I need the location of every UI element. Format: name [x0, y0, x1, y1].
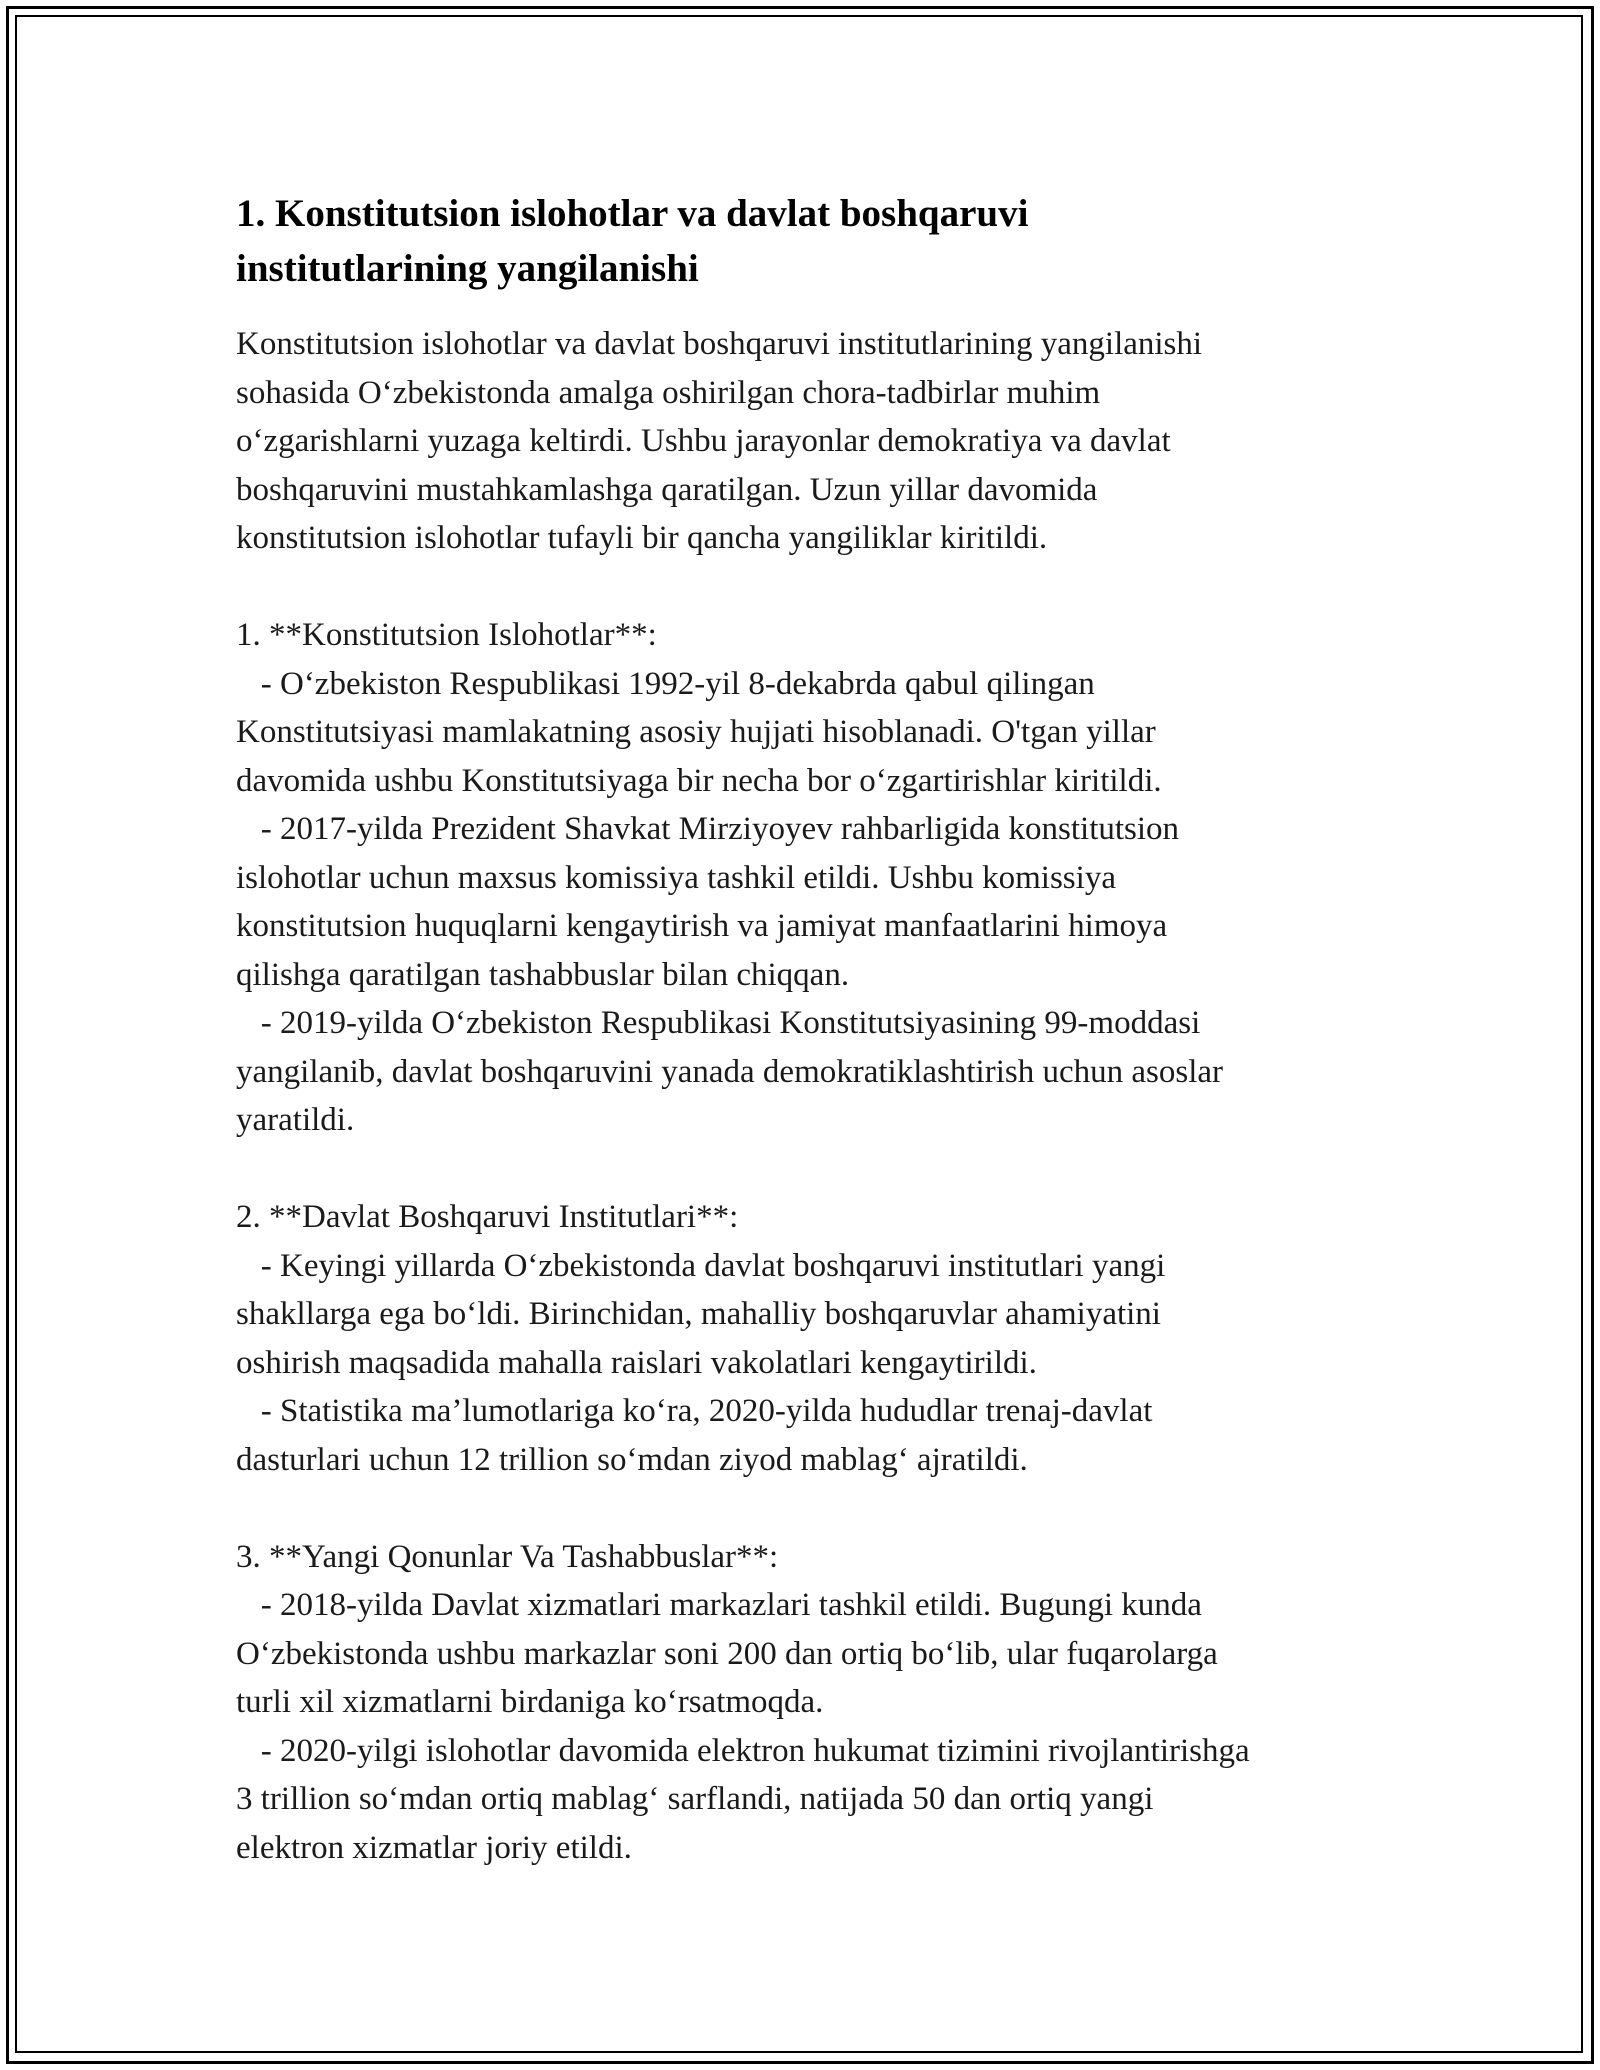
document-body	[236, 186, 1386, 1872]
section-spacer	[236, 1484, 1386, 1533]
bullet-item: - Keyingi yillarda O‘zbekistonda davlat boshqaruvi institutlari yangi shakllarga ega bo‘ldi. Birinchidan, mahalliy boshqaruvlar ahamiyatini oshirish maqsadida mahalla raislari vakolatlari kengaytirildi.	[236, 1247, 1166, 1381]
section-new-laws-initiatives	[236, 1533, 1386, 1873]
page-title-line-1: 1. Konstitutsion islohotlar va davlat boshqaruvi	[236, 192, 1029, 235]
section-spacer	[236, 563, 1386, 612]
section-constitutional-reforms	[236, 611, 1386, 1145]
bullet-item: - 2019-yilda O‘zbekiston Respublikasi Konstitutsiyasining 99-moddasi yangilanib, davlat boshqaruvini yanada demokratiklashtirish uchun asoslar yaratildi.	[236, 1005, 1224, 1138]
bullet-item: - 2018-yilda Davlat xizmatlari markazlari tashkil etildi. Bugungi kunda O‘zbekistonda ushbu markazlar soni 200 dan ortiq bo‘lib, ular fuqarolarga turli xil xizmatlarni birdaniga ko‘rsatmoqda.	[236, 1587, 1218, 1720]
section-heading: 3. **Yangi Qonunlar Va Tashabbuslar**:	[236, 1538, 779, 1575]
page-title	[236, 186, 1386, 296]
bullet-item: - 2020-yilgi islohotlar davomida elektron hukumat tizimini rivojlantirishga 3 trillion so‘mdan ortiq mablag‘ sarflandi, natijada 50 dan ortiq yangi elektron xizmatlar joriy etildi.	[236, 1732, 1250, 1866]
bullet-item: - O‘zbekiston Respublikasi 1992-yil 8-dekabrda qabul qilingan Konstitutsiyasi mamlakatning asosiy hujjati hisoblanadi. O'tgan yillar davomida ushbu Konstitutsiyaga bir necha bor o‘zgartirishlar kiritildi.	[236, 665, 1162, 799]
bullet-item: - 2017-yilda Prezident Shavkat Mirziyoyev rahbarligida konstitutsion islohotlar uchun maxsus komissiya tashkil etildi. Ushbu komissiya konstitutsion huquqlarni kengaytirish va jamiyat manfaatlarini himoya qilishga qaratilgan tashabbuslar bilan chiqqan.	[236, 811, 1180, 993]
section-spacer	[236, 1145, 1386, 1194]
page-title-line-2: institutlarining yangilanishi	[236, 247, 699, 290]
section-heading: 1. **Konstitutsion Islohotlar**:	[236, 617, 657, 653]
intro-paragraph: Konstitutsion islohotlar va davlat boshqaruvi institutlarining yangilanishi sohasida O‘zbekistonda amalga oshirilgan chora-tadbirlar muhim o‘zgarishlarni yuzaga keltirdi. Ushbu jarayonlar demokratiya va davlat boshqaruvini mustahkamlashga qaratilgan. Uzun yillar davomida konstitutsion islohotlar tufayli bir qancha yangiliklar kiritildi.	[236, 326, 1203, 556]
section-heading: 2. **Davlat Boshqaruvi Institutlari**:	[236, 1199, 739, 1235]
section-government-institutions	[236, 1193, 1386, 1484]
bullet-item: - Statistika ma’lumotlariga ko‘ra, 2020-yilda hududlar trenaj-davlat dasturlari uchun 12 trillion so‘mdan ziyod mablag‘ ajratildi.	[236, 1393, 1153, 1478]
